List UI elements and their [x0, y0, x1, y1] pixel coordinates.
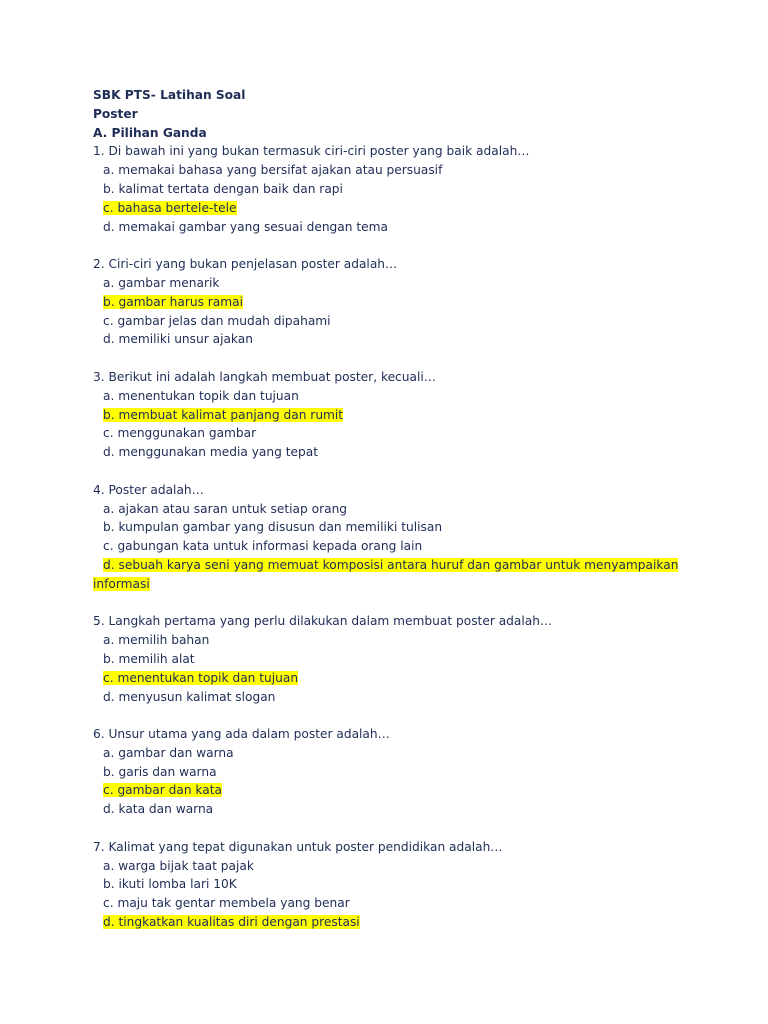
highlighted-answer: b. membuat kalimat panjang dan rumit	[103, 407, 344, 422]
option-label: b. memilih alat	[103, 651, 195, 666]
document-topic: Poster	[93, 106, 138, 121]
question-text: 6. Unsur utama yang ada dalam poster adalah…	[93, 727, 390, 742]
question-text: 2. Ciri-ciri yang bukan penjelasan poster adalah…	[93, 257, 398, 272]
option-c	[93, 894, 653, 913]
question-text: 7. Kalimat yang tepat digunakan untuk poster pendidikan adalah…	[93, 839, 503, 854]
option-label: c. maju tak gentar membela yang benar	[103, 896, 350, 911]
question-block-3	[93, 368, 653, 462]
option-b	[93, 763, 653, 782]
option-a	[93, 744, 653, 763]
option-d	[93, 330, 653, 349]
question-text: 5. Langkah pertama yang perlu dilakukan dalam membuat poster adalah…	[93, 614, 553, 629]
highlighted-answer: informasi	[93, 576, 150, 591]
option-c-answer	[93, 199, 653, 218]
highlighted-answer: c. gambar dan kata	[103, 783, 222, 798]
question-text: 3. Berikut ini adalah langkah membuat poster, kecuali…	[93, 369, 436, 384]
document-page	[93, 86, 679, 951]
document-title: SBK PTS- Latihan Soal	[93, 88, 246, 102]
option-label: c. gabungan kata untuk informasi kepada orang lain	[103, 539, 423, 554]
option-b	[93, 180, 653, 199]
question-block-1	[93, 142, 653, 236]
option-d	[93, 218, 653, 237]
option-c-answer	[93, 781, 653, 800]
option-label: d. memakai gambar yang sesuai dengan tema	[103, 219, 388, 234]
option-label: c. gambar jelas dan mudah dipahami	[103, 313, 331, 328]
option-label: a. memilih bahan	[103, 633, 210, 648]
option-c	[93, 537, 653, 556]
option-a	[93, 631, 653, 650]
option-label: a. gambar dan warna	[103, 745, 234, 760]
option-label: b. ikuti lomba lari 10K	[103, 877, 237, 892]
option-a	[93, 857, 653, 876]
option-label: d. menggunakan media yang tepat	[103, 445, 318, 460]
option-b	[93, 518, 653, 537]
option-c	[93, 424, 653, 443]
option-b	[93, 875, 653, 894]
highlighted-answer: d. tingkatkan kualitas diri dengan prestasi	[103, 915, 360, 930]
option-c	[93, 312, 653, 331]
question-block-6	[93, 725, 653, 819]
question-text: 4. Poster adalah…	[93, 482, 204, 497]
option-d-answer	[93, 556, 679, 575]
option-b	[93, 650, 653, 669]
option-label: a. warga bijak taat pajak	[103, 858, 254, 873]
option-d-answer	[93, 913, 653, 932]
option-d	[93, 688, 653, 707]
option-d-answer-continued	[93, 575, 653, 594]
option-a	[93, 387, 653, 406]
option-label: a. memakai bahasa yang bersifat ajakan atau persuasif	[103, 163, 443, 178]
option-b-answer	[93, 293, 653, 312]
option-a	[93, 161, 653, 180]
option-a	[93, 274, 653, 293]
question-text: 1. Di bawah ini yang bukan termasuk ciri-ciri poster yang baik adalah…	[93, 144, 530, 159]
option-label: d. kata dan warna	[103, 802, 214, 817]
option-label: c. menggunakan gambar	[103, 426, 257, 441]
option-d	[93, 443, 653, 462]
option-label: b. garis dan warna	[103, 764, 217, 779]
question-block-2	[93, 255, 653, 349]
option-label: d. menyusun kalimat slogan	[103, 689, 276, 704]
highlighted-answer: c. menentukan topik dan tujuan	[103, 670, 299, 685]
question-block-4	[93, 481, 679, 594]
option-c-answer	[93, 669, 653, 688]
highlighted-answer: c. bahasa bertele-tele	[103, 200, 237, 215]
option-label: d. memiliki unsur ajakan	[103, 332, 253, 347]
highlighted-answer: d. sebuah karya seni yang memuat komposisi antara huruf dan gambar untuk menyampaikan	[103, 557, 679, 572]
highlighted-answer: b. gambar harus ramai	[103, 294, 244, 309]
option-d	[93, 800, 653, 819]
question-block-7	[93, 838, 653, 932]
option-label: b. kalimat tertata dengan baik dan rapi	[103, 181, 343, 196]
option-b-answer	[93, 406, 653, 425]
question-block-5	[93, 612, 653, 706]
option-label: b. kumpulan gambar yang disusun dan memiliki tulisan	[103, 520, 443, 535]
section-heading: A. Pilihan Ganda	[93, 125, 207, 140]
option-label: a. menentukan topik dan tujuan	[103, 388, 299, 403]
option-label: a. ajakan atau saran untuk setiap orang	[103, 501, 348, 516]
option-label: a. gambar menarik	[103, 275, 220, 290]
option-a	[93, 500, 653, 519]
